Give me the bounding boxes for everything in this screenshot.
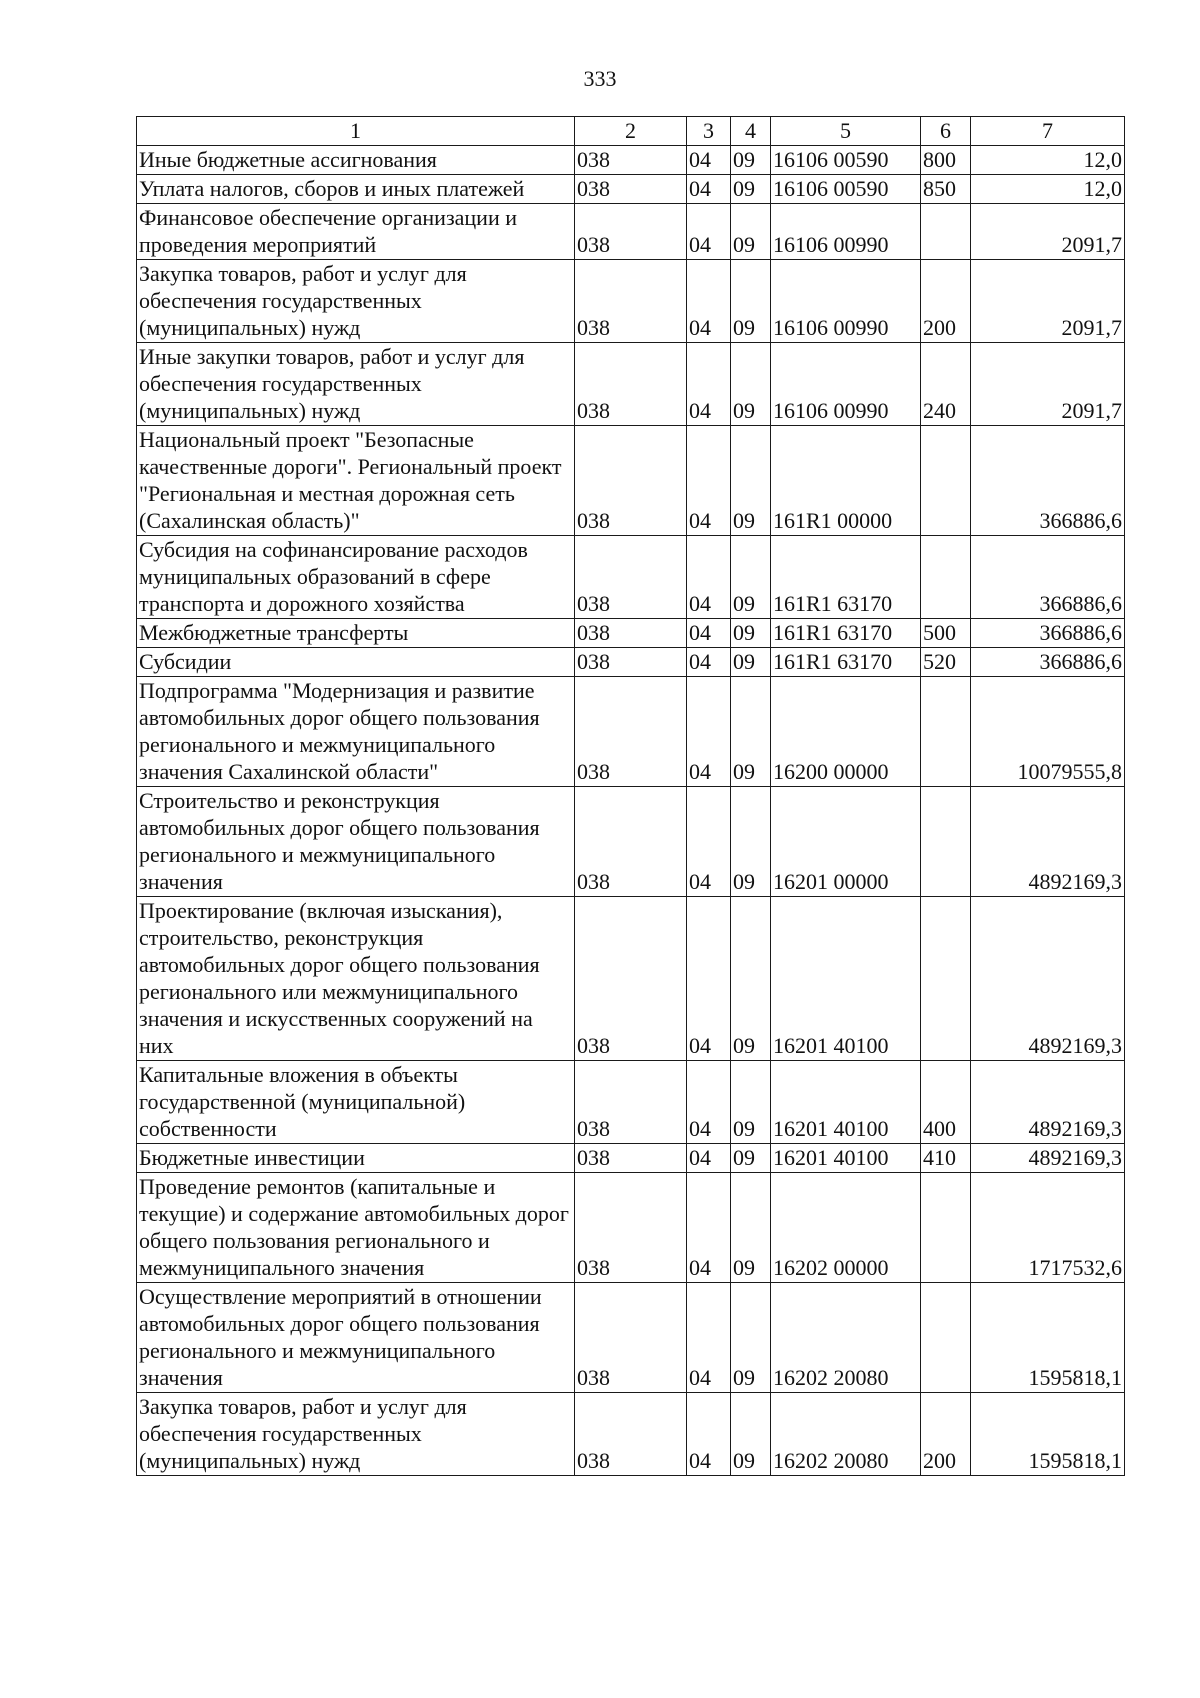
column-header-4: 4 [731, 117, 771, 146]
row-amount-cell: 4892169,3 [971, 897, 1125, 1061]
row-subsection-cell: 09 [731, 536, 771, 619]
row-expense-type-cell: 850 [921, 175, 971, 204]
row-subsection-cell: 09 [731, 1173, 771, 1283]
row-expense-type-cell: 200 [921, 260, 971, 343]
row-ministry-code-cell: 038 [575, 1283, 687, 1393]
row-ministry-code-cell: 038 [575, 1061, 687, 1144]
table-row [137, 175, 1125, 204]
row-amount-cell: 366886,6 [971, 426, 1125, 536]
table-row [137, 787, 1125, 897]
row-amount-cell: 2091,7 [971, 343, 1125, 426]
table-row [137, 1173, 1125, 1283]
row-ministry-code-cell: 038 [575, 146, 687, 175]
row-expense-type-cell: 200 [921, 1393, 971, 1476]
table-row [137, 146, 1125, 175]
row-expense-type-cell: 410 [921, 1144, 971, 1173]
row-section-cell: 04 [687, 1144, 731, 1173]
row-expense-type-cell [921, 1173, 971, 1283]
row-amount-cell: 4892169,3 [971, 1061, 1125, 1144]
row-target-article-cell: 16201 40100 [771, 897, 921, 1061]
table-row [137, 426, 1125, 536]
row-amount-cell: 2091,7 [971, 204, 1125, 260]
row-amount-cell: 1595818,1 [971, 1393, 1125, 1476]
row-expense-type-cell: 800 [921, 146, 971, 175]
row-subsection-cell: 09 [731, 260, 771, 343]
row-name-cell: Иные бюджетные ассигнования [137, 146, 575, 175]
row-target-article-cell: 16106 00990 [771, 260, 921, 343]
row-amount-cell: 4892169,3 [971, 787, 1125, 897]
row-ministry-code-cell: 038 [575, 1173, 687, 1283]
row-section-cell: 04 [687, 1061, 731, 1144]
column-header-3: 3 [687, 117, 731, 146]
table-row [137, 897, 1125, 1061]
row-target-article-cell: 16202 20080 [771, 1393, 921, 1476]
row-target-article-cell: 16201 00000 [771, 787, 921, 897]
row-section-cell: 04 [687, 204, 731, 260]
row-ministry-code-cell: 038 [575, 1144, 687, 1173]
row-name-cell: Проектирование (включая изыскания), строительство, реконструкция автомобильных дорог общего пользования регионального или межмуниципального значения и искусственных сооружений на них [137, 897, 575, 1061]
row-expense-type-cell [921, 787, 971, 897]
row-section-cell: 04 [687, 536, 731, 619]
row-amount-cell: 366886,6 [971, 648, 1125, 677]
row-section-cell: 04 [687, 787, 731, 897]
row-expense-type-cell [921, 677, 971, 787]
column-header-7: 7 [971, 117, 1125, 146]
row-expense-type-cell: 520 [921, 648, 971, 677]
row-name-cell: Иные закупки товаров, работ и услуг для обеспечения государственных (муниципальных) нужд [137, 343, 575, 426]
row-section-cell: 04 [687, 677, 731, 787]
row-section-cell: 04 [687, 175, 731, 204]
row-ministry-code-cell: 038 [575, 1393, 687, 1476]
budget-table [136, 116, 1125, 1476]
row-section-cell: 04 [687, 1283, 731, 1393]
row-section-cell: 04 [687, 343, 731, 426]
table-row [137, 204, 1125, 260]
row-name-cell: Закупка товаров, работ и услуг для обеспечения государственных (муниципальных) нужд [137, 260, 575, 343]
row-ministry-code-cell: 038 [575, 343, 687, 426]
table-row [137, 619, 1125, 648]
row-amount-cell: 12,0 [971, 146, 1125, 175]
row-section-cell: 04 [687, 1393, 731, 1476]
row-subsection-cell: 09 [731, 787, 771, 897]
row-subsection-cell: 09 [731, 1061, 771, 1144]
row-subsection-cell: 09 [731, 897, 771, 1061]
row-name-cell: Уплата налогов, сборов и иных платежей [137, 175, 575, 204]
row-target-article-cell: 16202 20080 [771, 1283, 921, 1393]
row-amount-cell: 4892169,3 [971, 1144, 1125, 1173]
row-subsection-cell: 09 [731, 677, 771, 787]
table-row [137, 648, 1125, 677]
row-amount-cell: 1595818,1 [971, 1283, 1125, 1393]
table-row [137, 260, 1125, 343]
row-ministry-code-cell: 038 [575, 619, 687, 648]
row-subsection-cell: 09 [731, 1393, 771, 1476]
row-name-cell: Субсидия на софинансирование расходов муниципальных образований в сфере транспорта и дорожного хозяйства [137, 536, 575, 619]
row-target-article-cell: 16200 00000 [771, 677, 921, 787]
column-header-1: 1 [137, 117, 575, 146]
row-amount-cell: 2091,7 [971, 260, 1125, 343]
row-name-cell: Бюджетные инвестиции [137, 1144, 575, 1173]
row-target-article-cell: 161R1 00000 [771, 426, 921, 536]
column-header-5: 5 [771, 117, 921, 146]
row-name-cell: Осуществление мероприятий в отношении автомобильных дорог общего пользования регионального и межмуниципального значения [137, 1283, 575, 1393]
row-subsection-cell: 09 [731, 1283, 771, 1393]
table-row [137, 677, 1125, 787]
row-expense-type-cell: 240 [921, 343, 971, 426]
row-ministry-code-cell: 038 [575, 260, 687, 343]
row-subsection-cell: 09 [731, 146, 771, 175]
row-target-article-cell: 161R1 63170 [771, 648, 921, 677]
row-subsection-cell: 09 [731, 648, 771, 677]
row-section-cell: 04 [687, 897, 731, 1061]
row-section-cell: 04 [687, 146, 731, 175]
column-header-2: 2 [575, 117, 687, 146]
row-ministry-code-cell: 038 [575, 175, 687, 204]
row-expense-type-cell [921, 536, 971, 619]
row-name-cell: Межбюджетные трансферты [137, 619, 575, 648]
table-row [137, 536, 1125, 619]
table-body [137, 146, 1125, 1476]
table-row [137, 1393, 1125, 1476]
table-row [137, 1283, 1125, 1393]
row-subsection-cell: 09 [731, 343, 771, 426]
row-subsection-cell: 09 [731, 426, 771, 536]
row-target-article-cell: 16201 40100 [771, 1144, 921, 1173]
table-row [137, 343, 1125, 426]
row-target-article-cell: 161R1 63170 [771, 536, 921, 619]
row-ministry-code-cell: 038 [575, 204, 687, 260]
row-amount-cell: 366886,6 [971, 536, 1125, 619]
row-name-cell: Строительство и реконструкция автомобильных дорог общего пользования регионального и межмуниципального значения [137, 787, 575, 897]
row-ministry-code-cell: 038 [575, 787, 687, 897]
row-name-cell: Финансовое обеспечение организации и проведения мероприятий [137, 204, 575, 260]
row-target-article-cell: 16106 00590 [771, 146, 921, 175]
row-section-cell: 04 [687, 1173, 731, 1283]
row-name-cell: Национальный проект "Безопасные качественные дороги". Региональный проект "Региональная и местная дорожная сеть (Сахалинская область)" [137, 426, 575, 536]
row-name-cell: Проведение ремонтов (капитальные и текущие) и содержание автомобильных дорог общего пользования регионального и межмуниципального значения [137, 1173, 575, 1283]
row-ministry-code-cell: 038 [575, 648, 687, 677]
row-target-article-cell: 16106 00990 [771, 204, 921, 260]
row-target-article-cell: 16201 40100 [771, 1061, 921, 1144]
row-subsection-cell: 09 [731, 1144, 771, 1173]
row-amount-cell: 12,0 [971, 175, 1125, 204]
column-header-6: 6 [921, 117, 971, 146]
row-section-cell: 04 [687, 619, 731, 648]
row-amount-cell: 10079555,8 [971, 677, 1125, 787]
row-subsection-cell: 09 [731, 175, 771, 204]
row-ministry-code-cell: 038 [575, 677, 687, 787]
row-amount-cell: 1717532,6 [971, 1173, 1125, 1283]
page-number: 333 [583, 66, 617, 91]
row-name-cell: Закупка товаров, работ и услуг для обеспечения государственных (муниципальных) нужд [137, 1393, 575, 1476]
row-expense-type-cell [921, 1283, 971, 1393]
row-ministry-code-cell: 038 [575, 536, 687, 619]
row-expense-type-cell: 500 [921, 619, 971, 648]
row-subsection-cell: 09 [731, 619, 771, 648]
row-expense-type-cell: 400 [921, 1061, 971, 1144]
row-section-cell: 04 [687, 426, 731, 536]
row-section-cell: 04 [687, 260, 731, 343]
table-row [137, 1144, 1125, 1173]
row-amount-cell: 366886,6 [971, 619, 1125, 648]
row-subsection-cell: 09 [731, 204, 771, 260]
row-name-cell: Капитальные вложения в объекты государственной (муниципальной) собственности [137, 1061, 575, 1144]
row-target-article-cell: 16106 00990 [771, 343, 921, 426]
header-row [137, 117, 1125, 146]
row-expense-type-cell [921, 204, 971, 260]
table-row [137, 1061, 1125, 1144]
row-target-article-cell: 16202 00000 [771, 1173, 921, 1283]
row-expense-type-cell [921, 426, 971, 536]
row-section-cell: 04 [687, 648, 731, 677]
row-target-article-cell: 161R1 63170 [771, 619, 921, 648]
row-ministry-code-cell: 038 [575, 426, 687, 536]
row-name-cell: Субсидии [137, 648, 575, 677]
row-expense-type-cell [921, 897, 971, 1061]
row-ministry-code-cell: 038 [575, 897, 687, 1061]
row-target-article-cell: 16106 00590 [771, 175, 921, 204]
row-name-cell: Подпрограмма "Модернизация и развитие автомобильных дорог общего пользования регионального и межмуниципального значения Сахалинской области" [137, 677, 575, 787]
